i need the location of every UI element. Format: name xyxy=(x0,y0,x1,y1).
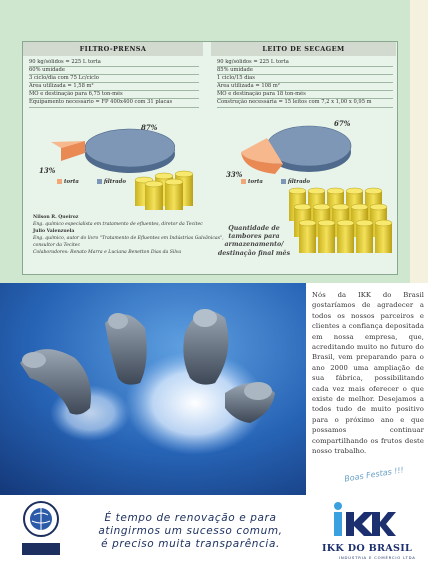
author-role: Eng. químico especialista em tratamento de efluentes, diretor da Tecitec xyxy=(33,222,203,227)
barrel-icon xyxy=(299,220,316,253)
leito-legend xyxy=(241,179,310,185)
greeting: Boas Festas !!! xyxy=(343,465,405,484)
filtro-spec: 90 kg/sólidos = 225 L torta xyxy=(29,59,199,67)
barrels-caption: Quantidade de tambores para armazenamento/ destinação final mês xyxy=(217,225,291,257)
pie-main-slice xyxy=(85,129,175,167)
legend-swatch xyxy=(241,179,246,184)
ikk-logo xyxy=(330,500,396,540)
filtro-spec: 60% umidade xyxy=(29,67,199,75)
brand-name: IKK DO BRASIL xyxy=(322,543,413,554)
filtro-big-pct: 87% xyxy=(141,123,158,132)
barrel-icon xyxy=(318,220,335,253)
author-name: Nilson R. Queiroz xyxy=(33,215,79,220)
brand-subtitle: INDÚSTRIA E COMÉRCIO LTDA xyxy=(339,555,416,560)
leito-small-pct: 33% xyxy=(226,170,243,179)
coauthor-role: Eng. químico, autor do livro "Tratamento de Efluentes em Indústrias Galvânicas", consultor da Tecitec xyxy=(33,236,224,248)
leito-spec: 90 kg/sólidos = 225 L torta xyxy=(217,59,393,67)
filtro-legend xyxy=(57,179,126,185)
barrel-icon xyxy=(145,181,163,210)
dolphins-photo xyxy=(0,283,306,495)
leito-spec: Construção necessária = 15 leitos com 7,2 x 1,00 x 0,95 m xyxy=(217,99,393,107)
leito-big-pct: 67% xyxy=(334,119,351,128)
leito-secagem-title: LEITO DE SECAGEM xyxy=(211,42,396,56)
leito-spec: 1 ciclo/15 dias xyxy=(217,75,393,83)
barrel-icon xyxy=(165,179,183,210)
legend-swatch xyxy=(281,179,286,184)
company-message: Nós da IKK do Brasil gostaríamos de agradecer a todos os nossos parceiros e clientes a confiança depositada em nossa empresa, que, acreditando muito no futuro do Brasil, vem preparando para o ano 2000 uma ampliação de sua fábrica, possibilitando cada vez mais oferecer o que existe de melhor. Desejamos a todos tudo de muito positivo para o próximo ano e que possamos continuar compartilhando os frutos deste nosso trabalho. xyxy=(312,291,424,456)
credits xyxy=(33,214,233,256)
side-strip xyxy=(410,0,428,283)
leito-specs xyxy=(217,59,393,108)
comparison-table xyxy=(22,41,398,275)
legend-label: filtrado xyxy=(287,179,310,185)
globe-seal-icon xyxy=(22,500,60,538)
filtro-spec: MO e destinação para 6,75 ton-mês xyxy=(29,91,199,99)
certification-badge xyxy=(22,543,60,555)
leito-spec: Área utilizada = 108 m² xyxy=(217,83,393,91)
barrel-icon xyxy=(356,220,373,253)
leito-pie-chart xyxy=(235,122,355,182)
filtro-barrels xyxy=(133,170,203,212)
slogan-line: atingirmos um sucesso comum, xyxy=(98,525,283,537)
leito-spec: 85% umidade xyxy=(217,67,393,75)
legend-label: filtrado xyxy=(103,179,126,185)
legend-label: torta xyxy=(248,179,263,185)
collaborators: Colaboradores: Renato Marra e Luciana Benetton Dias da Silva xyxy=(33,250,182,255)
leito-barrels xyxy=(285,187,393,271)
filtro-spec: Equipamento necessário = FP 400x400 com 31 placas xyxy=(29,99,199,107)
filtro-spec: Área utilizada = 1,58 m² xyxy=(29,83,199,91)
filtro-prensa-title: FILTRO-PRENSA xyxy=(23,42,203,56)
slogan-line: É tempo de renovação e para xyxy=(104,512,277,524)
coauthor-name: Julio Valenzuela xyxy=(33,229,75,234)
legend-swatch xyxy=(97,179,102,184)
filtro-specs xyxy=(29,59,199,108)
leito-spec: MO e destinação para 18 ton-mês xyxy=(217,91,393,99)
barrel-icon xyxy=(337,220,354,253)
legend-label: torta xyxy=(64,179,79,185)
filtro-spec: 3 ciclo/dia com 75 Lc/ciclo xyxy=(29,75,199,83)
barrel-icon xyxy=(375,220,392,253)
legend-swatch xyxy=(57,179,62,184)
slogan-line: é preciso muita transparência. xyxy=(101,538,280,550)
filtro-small-pct: 13% xyxy=(39,166,56,175)
